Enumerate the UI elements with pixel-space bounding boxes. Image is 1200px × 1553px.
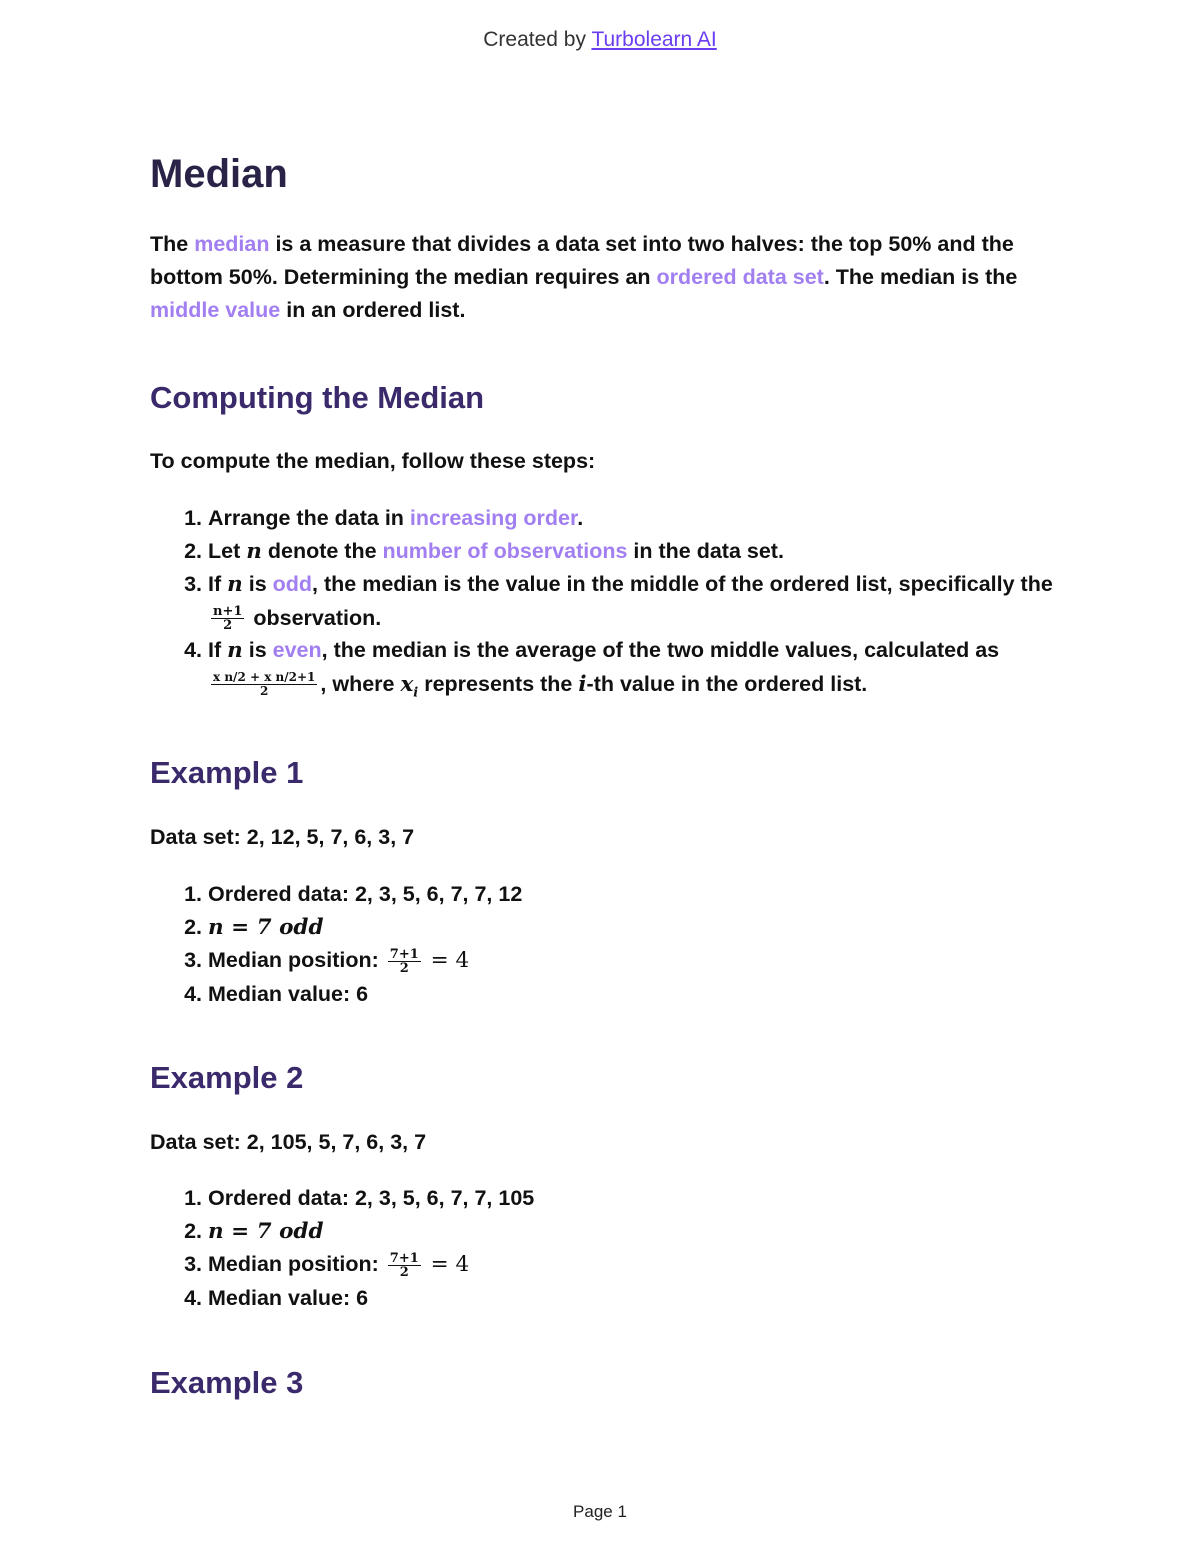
- math-var-x: x: [400, 671, 414, 697]
- list-item: 4. Median value: 6: [208, 978, 522, 1011]
- fraction-denominator: 2: [399, 960, 409, 976]
- list-item: [208, 568, 1060, 634]
- step-text: If: [208, 638, 228, 662]
- fraction-7-plus-1-over-2: [388, 1252, 421, 1279]
- step-text: .: [577, 506, 584, 530]
- step-text: -th value in the ordered list.: [586, 671, 868, 696]
- math-result: = 4: [423, 1252, 470, 1277]
- fraction-7-plus-1-over-2: [388, 948, 421, 975]
- step-text: represents the: [418, 671, 579, 696]
- example2-list: [150, 1182, 534, 1314]
- highlight-odd: odd: [272, 572, 313, 596]
- heading-computing-median: Computing the Median: [150, 380, 485, 415]
- intro-text: in an ordered list.: [280, 298, 466, 322]
- fraction-n-plus-1-over-2: [211, 605, 244, 632]
- step-text: If: [208, 572, 228, 596]
- math-var-i: i: [578, 671, 587, 697]
- highlight-middle-value: middle value: [150, 298, 281, 322]
- turbolearn-link[interactable]: Turbolearn AI: [591, 28, 717, 51]
- step-text: Median position:: [208, 1252, 385, 1276]
- list-item: 4. Median value: 6: [208, 1282, 534, 1315]
- intro-text: . The median is the: [823, 265, 1018, 289]
- step-text: Median position:: [208, 948, 385, 972]
- list-item: [208, 944, 522, 978]
- step-text: Let: [208, 538, 247, 563]
- computing-lead: To compute the median, follow these steps:: [150, 449, 596, 473]
- highlight-number-of-observations: number of observations: [382, 538, 628, 563]
- page-header: [0, 28, 1200, 52]
- math-var-n: n: [208, 914, 224, 940]
- math-result: = 4: [423, 948, 470, 973]
- step-text: is: [242, 638, 273, 662]
- step-text: is: [242, 572, 273, 596]
- list-item: [208, 911, 522, 945]
- step-text: Arrange the data in: [208, 506, 410, 530]
- highlight-ordered-data-set: ordered data set: [656, 265, 824, 289]
- page-number: Page 1: [573, 1502, 627, 1521]
- fraction-numerator: 7+1: [389, 1250, 419, 1266]
- list-item: [208, 634, 1060, 709]
- fraction-numerator: x n/2 + x n/2+1: [213, 670, 316, 685]
- math-expression: = 7 odd: [223, 914, 324, 940]
- example2-dataset: Data set: 2, 105, 5, 7, 6, 3, 7: [150, 1130, 427, 1154]
- math-var-n: n: [227, 638, 243, 663]
- step-text: , the median is the average of the two middle values, calculated as: [321, 638, 1000, 662]
- fraction-denominator: 2: [223, 618, 233, 634]
- step-text: , the median is the value in the middle of the ordered list, specifically the: [312, 572, 1053, 596]
- highlight-median: median: [194, 232, 270, 256]
- list-item: 1. Ordered data: 2, 3, 5, 6, 7, 7, 12: [208, 878, 522, 911]
- header-prefix: Created by: [483, 28, 586, 51]
- intro-paragraph: [150, 228, 1060, 327]
- example1-dataset: Data set: 2, 12, 5, 7, 6, 3, 7: [150, 825, 415, 849]
- heading-example-3: Example 3: [150, 1365, 304, 1400]
- fraction-numerator: 7+1: [389, 946, 419, 962]
- step-text: , where: [320, 671, 401, 696]
- math-expression: = 7 odd: [223, 1218, 324, 1244]
- math-var-n: n: [246, 538, 262, 564]
- list-item: [208, 1215, 534, 1249]
- list-item: [208, 502, 1060, 535]
- fraction-numerator: n+1: [213, 604, 243, 620]
- fraction-denominator: 2: [399, 1264, 409, 1280]
- math-var-n: n: [208, 1218, 224, 1244]
- intro-text: is a measure that divides a data set into two halves: the top 50% and the bottom 50%. Determining the median requires an: [150, 232, 1014, 289]
- math-var-n: n: [227, 572, 243, 597]
- step-text: observation.: [247, 605, 382, 630]
- highlight-even: even: [272, 638, 322, 662]
- computing-steps-list: [150, 502, 1060, 709]
- list-item: [208, 535, 1060, 569]
- list-item: [208, 1248, 534, 1282]
- fraction-denominator: 2: [260, 684, 269, 699]
- example1-list: [150, 878, 522, 1010]
- intro-text: The: [150, 232, 195, 256]
- step-text: denote the: [261, 538, 383, 563]
- heading-example-1: Example 1: [150, 755, 304, 790]
- heading-example-2: Example 2: [150, 1060, 304, 1095]
- page-title: Median: [150, 152, 288, 196]
- math-subscript-i: i: [413, 684, 419, 700]
- step-text: in the data set.: [627, 538, 784, 563]
- list-item: 1. Ordered data: 2, 3, 5, 6, 7, 7, 105: [208, 1182, 534, 1215]
- highlight-increasing-order: increasing order: [409, 506, 578, 530]
- fraction-average-middle-values: [211, 671, 317, 698]
